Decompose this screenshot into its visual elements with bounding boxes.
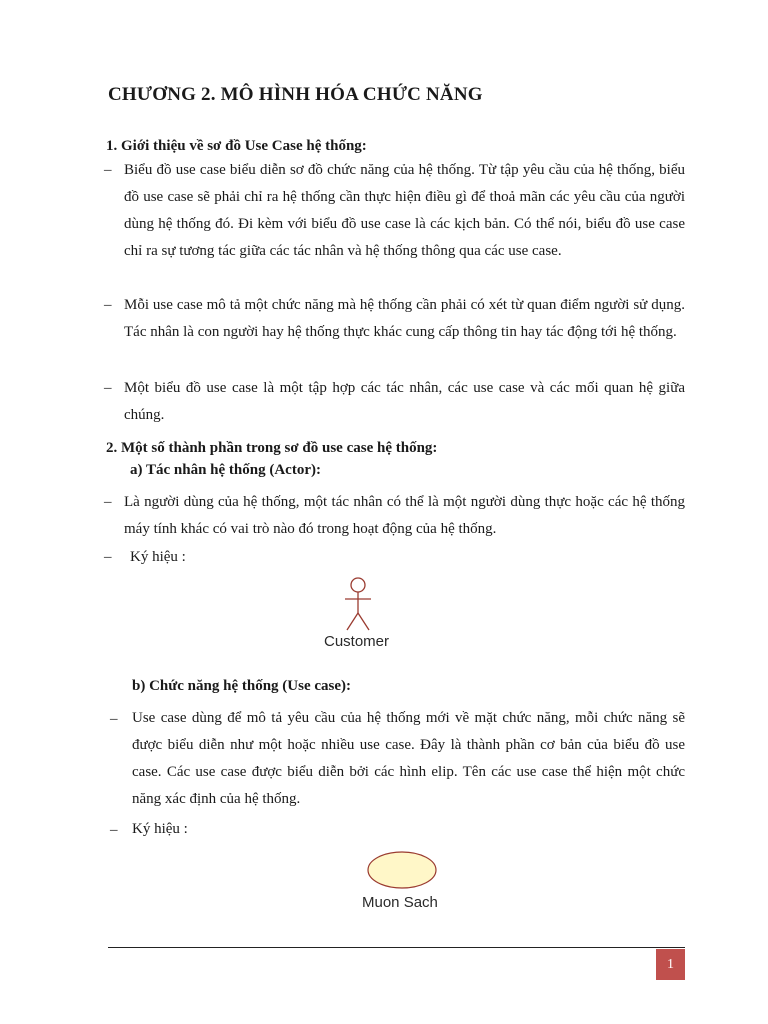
section-1-bullet-3: Một biểu đồ use case là một tập hợp các tác nhân, các use case và các mối quan hệ giữa chúng. xyxy=(124,380,685,423)
subsection-a-bullet-2: Ký hiệu : xyxy=(130,549,186,565)
usecase-label: Muon Sach xyxy=(362,894,438,911)
subsection-b-heading: b) Chức năng hệ thống (Use case): xyxy=(132,678,352,694)
section-2-heading: 2. Một số thành phần trong sơ đồ use case hệ thống: xyxy=(106,440,438,456)
bullet-dash: – xyxy=(110,822,118,838)
actor-stick-figure-icon xyxy=(336,576,380,634)
bullet-dash: – xyxy=(104,297,112,313)
bullet-dash: – xyxy=(104,380,112,396)
section-1-bullet-1: Biểu đồ use case biểu diễn sơ đồ chức năng của hệ thống. Từ tập yêu cầu của hệ thống, biểu đồ use case sẽ phải chỉ ra hệ thống cần thực hiện điều gì để thoả mãn các yêu cầu của người dùng hệ thống đó. Đi kèm với biểu đồ use case là các kịch bản. Có thể nói, biểu đồ use case chỉ ra sự tương tác giữa các tác nhân và hệ thống thông qua các use case. xyxy=(124,162,685,259)
section-1-bullet-2: Mỗi use case mô tả một chức năng mà hệ thống cần phải có xét từ quan điểm người sử dụng. Tác nhân là con người hay hệ thống thực khác cung cấp thông tin hay tác động tới hệ thống. xyxy=(124,297,685,340)
bullet-dash: – xyxy=(104,162,112,178)
chapter-title: CHƯƠNG 2. MÔ HÌNH HÓA CHỨC NĂNG xyxy=(108,84,483,105)
subsection-b-bullet-2: Ký hiệu : xyxy=(132,821,188,837)
subsection-b-bullet-1: Use case dùng để mô tả yêu cầu của hệ thống mới về mặt chức năng, mỗi chức năng sẽ được biểu diễn như một hoặc nhiều use case. Đây là thành phần cơ bản của biểu đồ use case. Các use case được biểu diễn bởi các hình elip. Tên các use case thể hiện một chức năng xác định của hệ thống. xyxy=(132,710,685,807)
bullet-dash: – xyxy=(110,711,118,727)
section-1-heading: 1. Giới thiệu về sơ đồ Use Case hệ thống: xyxy=(106,138,367,154)
subsection-a-heading: a) Tác nhân hệ thống (Actor): xyxy=(130,462,321,478)
subsection-a-bullet-1: Là người dùng của hệ thống, một tác nhân có thể là một người dùng thực hoặc các hệ thống máy tính khác có vai trò nào đó trong hoạt động của hệ thống. xyxy=(124,494,685,537)
bullet-dash: – xyxy=(104,549,112,565)
page-number: 1 xyxy=(656,949,685,980)
actor-label: Customer xyxy=(324,633,390,650)
footer-divider xyxy=(108,947,685,948)
usecase-ellipse-icon xyxy=(366,849,438,891)
bullet-dash: – xyxy=(104,494,112,510)
